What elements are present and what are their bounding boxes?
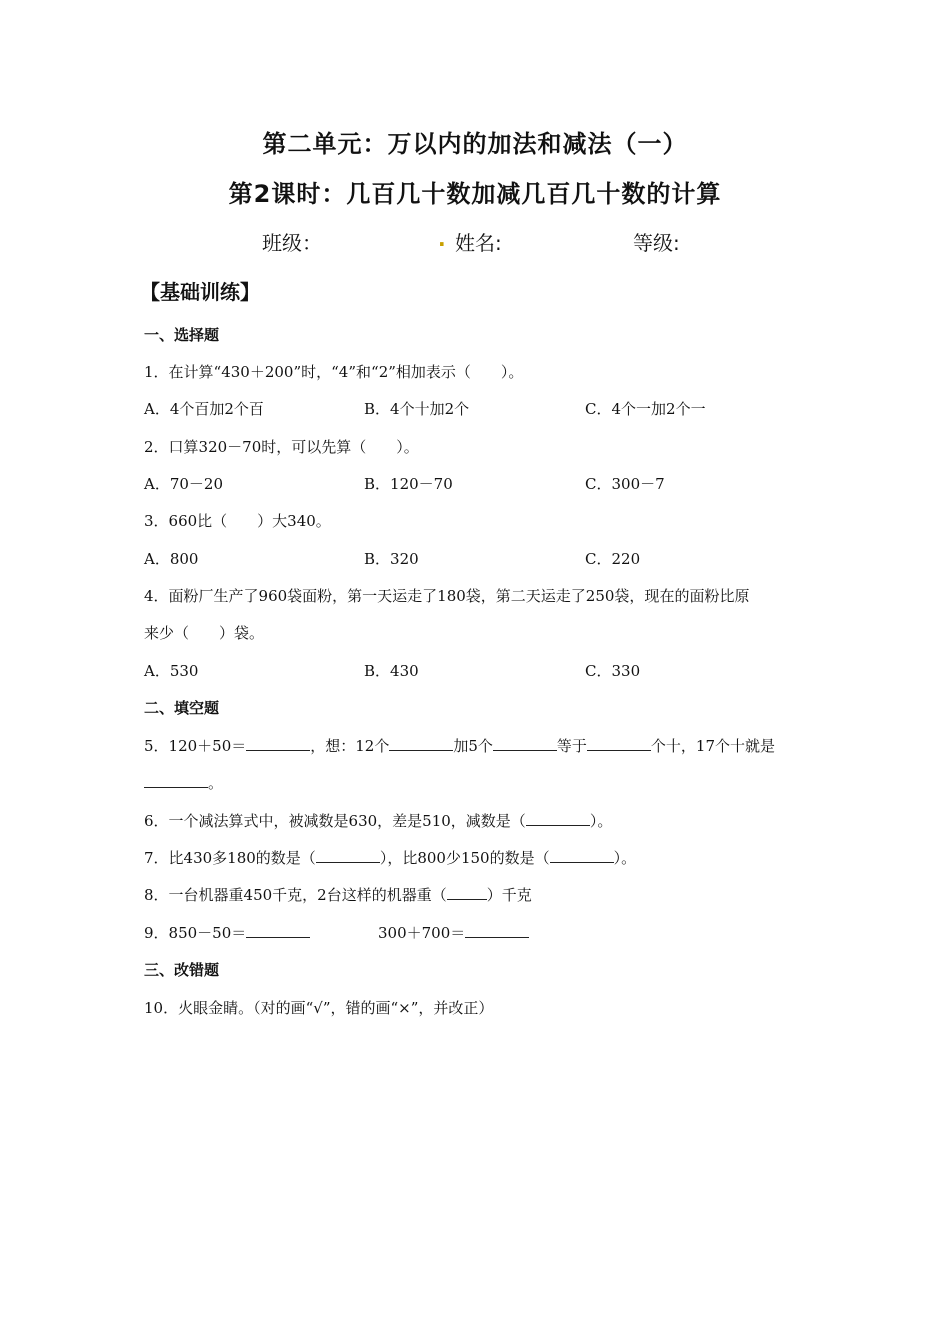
answer-blank[interactable] — [526, 811, 590, 826]
q8-part: ）千克 — [486, 886, 532, 904]
answer-blank[interactable] — [389, 736, 453, 751]
question-3: 3．660比（ ）大340。 — [144, 512, 331, 530]
q1-option-c: C．4个一加2个一 — [585, 400, 706, 418]
separator-dot: . — [438, 227, 446, 251]
answer-blank[interactable] — [447, 885, 487, 900]
q9-part: 9．850－50＝ — [144, 924, 247, 942]
page-title: 第二单元：万以内的加法和减法（一） — [262, 130, 688, 158]
q3-option-c: C．220 — [585, 550, 641, 568]
question-4-line-1: 4．面粉厂生产了960袋面粉，第一天运走了180袋，第二天运走了250袋，现在的面粉比原 — [144, 587, 750, 605]
q4-option-c: C．330 — [585, 662, 641, 680]
answer-blank[interactable] — [246, 923, 310, 938]
q5-part: 个十，17个十就是 — [650, 737, 776, 755]
q7-part: ）。 — [613, 849, 637, 867]
question-10: 10．火眼金睛。（对的画“√”，错的画“×”，并改正） — [144, 999, 494, 1017]
q4-option-b: B．430 — [364, 662, 419, 680]
question-2: 2．口算320－70时，可以先算（ ）。 — [144, 438, 419, 456]
answer-blank[interactable] — [587, 736, 651, 751]
q1-option-a: A．4个百加2个百 — [144, 400, 264, 418]
q5-part: 等于 — [556, 737, 587, 755]
answer-blank[interactable] — [465, 923, 529, 938]
section-correct: 三、改错题 — [144, 961, 220, 979]
answer-blank[interactable] — [550, 848, 614, 863]
q5-part: 。 — [208, 774, 224, 792]
q2-option-a: A．70－20 — [144, 475, 224, 493]
question-9-b — [378, 922, 529, 943]
q5-part: 5．120＋50＝ — [144, 737, 247, 755]
question-9 — [144, 922, 310, 943]
q7-part: ），比800少150的数是（ — [379, 849, 550, 867]
question-5 — [144, 735, 775, 756]
name-label: 姓名: — [455, 231, 502, 255]
q7-part: 7．比430多180的数是（ — [144, 849, 316, 867]
class-label: 班级： — [262, 231, 322, 255]
q2-option-c: C．300－7 — [585, 475, 665, 493]
question-1: 1．在计算“430＋200”时，“4”和“2”相加表示（ ）。 — [144, 363, 524, 381]
lesson-subtitle: 第2课时：几百几十数加减几百几十数的计算 — [228, 180, 722, 208]
answer-blank[interactable] — [144, 773, 208, 788]
question-7 — [144, 847, 636, 868]
answer-blank[interactable] — [316, 848, 380, 863]
q5-part: ，想：12个 — [310, 737, 390, 755]
q4-option-a: A．530 — [144, 662, 199, 680]
q6-part: ）。 — [589, 812, 613, 830]
q6-part: 6．一个减法算式中，被减数是630，差是510，减数是（ — [144, 812, 526, 830]
section-choice: 一、选择题 — [144, 326, 220, 344]
q9-part: 300＋700＝ — [378, 924, 466, 942]
section-basic-training: 【基础训练】 — [140, 280, 260, 304]
q8-part: 8．一台机器重450千克，2台这样的机器重（ — [144, 886, 447, 904]
question-4-line-2: 来少（ ）袋。 — [144, 624, 265, 642]
q1-option-b: B．4个十加2个 — [364, 400, 470, 418]
grade-label: 等级: — [633, 231, 680, 255]
q3-option-a: A．800 — [144, 550, 199, 568]
section-fill: 二、填空题 — [144, 699, 220, 717]
answer-blank[interactable] — [493, 736, 557, 751]
question-6 — [144, 810, 612, 831]
question-5-cont — [144, 772, 223, 793]
q2-option-b: B．120－70 — [364, 475, 453, 493]
question-8 — [144, 884, 532, 905]
q3-option-b: B．320 — [364, 550, 419, 568]
answer-blank[interactable] — [246, 736, 310, 751]
q5-part: 加5个 — [453, 737, 493, 755]
